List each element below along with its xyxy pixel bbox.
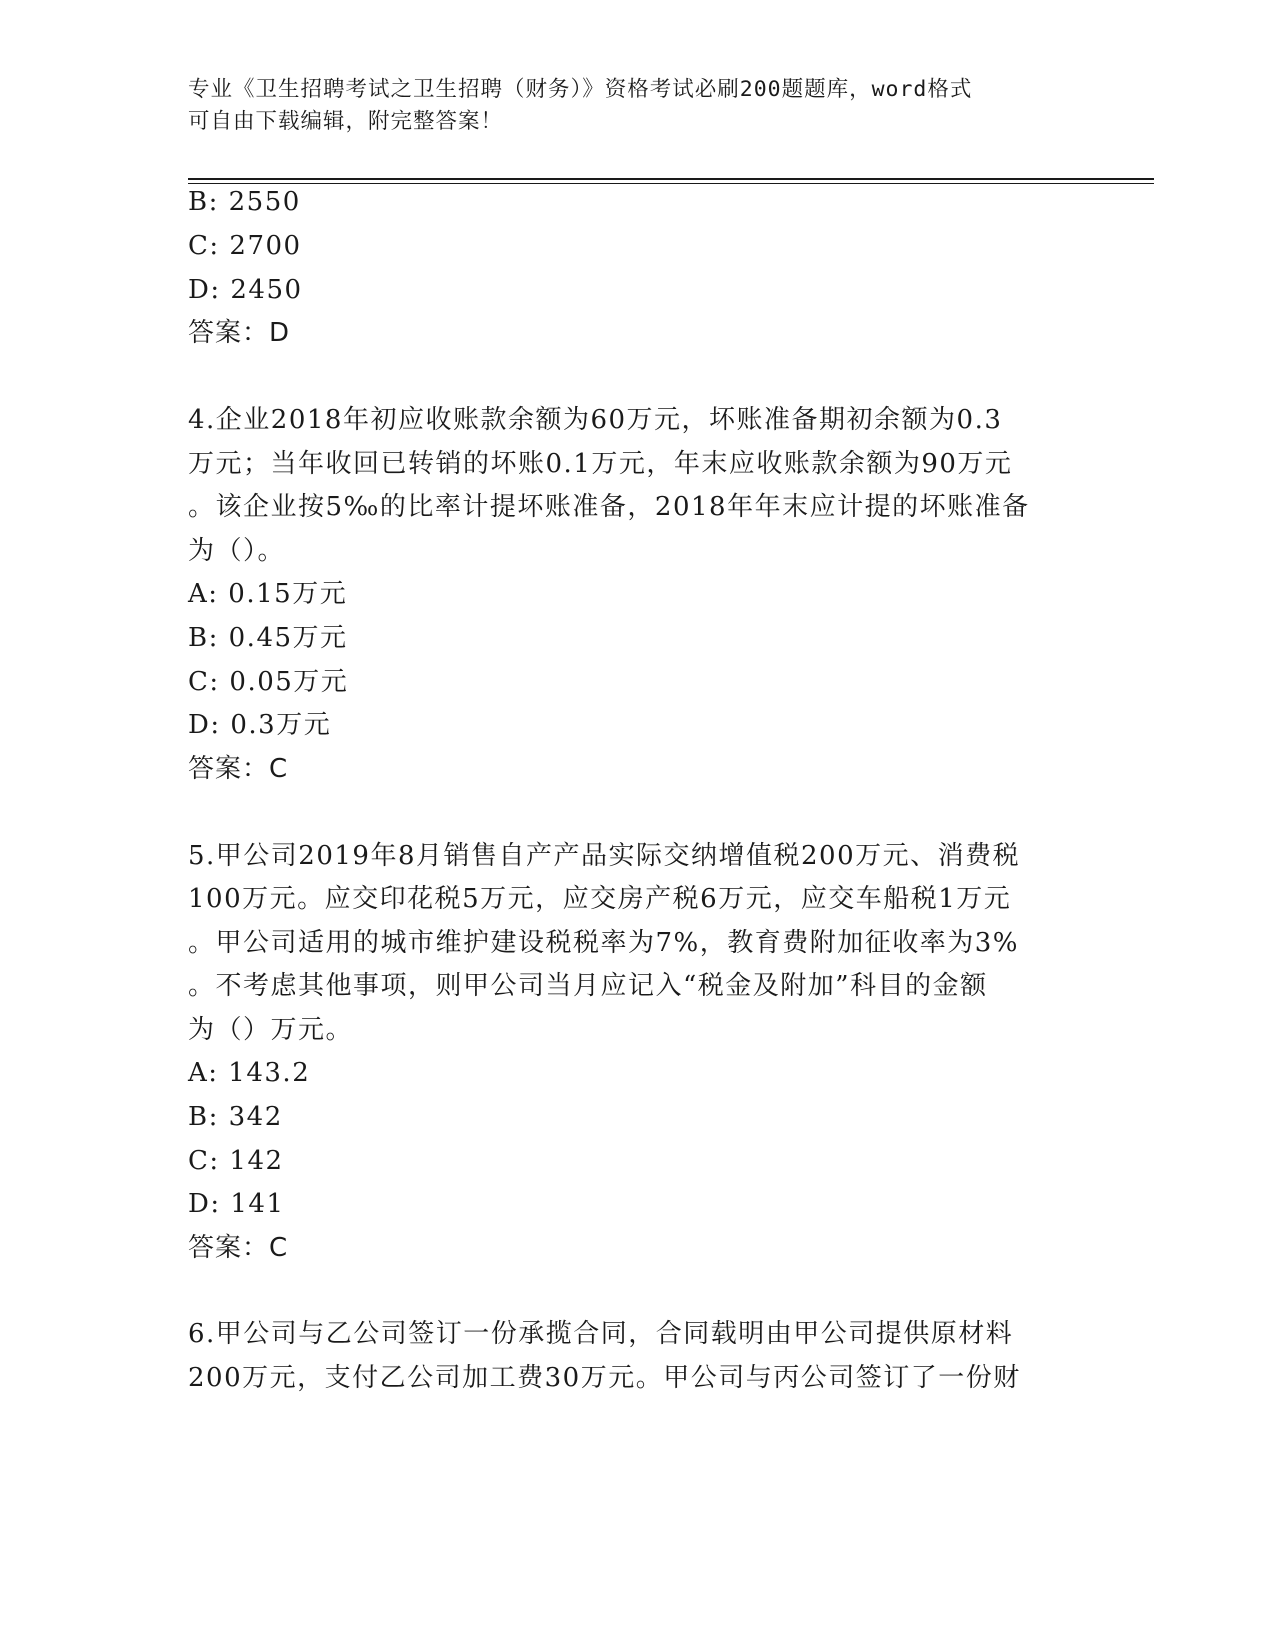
q3-answer: 答案：D <box>188 318 291 348</box>
q4-answer: 答案：C <box>188 754 289 784</box>
q3-option-b: B: 2550 <box>188 187 301 217</box>
header-rule-thin <box>188 183 1154 184</box>
q4-text-line-4: 为（）。 <box>188 536 286 566</box>
q5-option-d: D: 141 <box>188 1189 285 1219</box>
q3-option-c: C: 2700 <box>188 231 302 261</box>
q5-answer: 答案：C <box>188 1233 289 1263</box>
q4-text-line-3: 。该企业按5‰的比率计提坏账准备，2018年年末应计提的坏账准备 <box>188 492 1030 522</box>
q5-text-line-2: 100万元。应交印花税5万元，应交房产税6万元，应交车船税1万元 <box>188 884 1012 914</box>
header-line-1: 专业《卫生招聘考试之卫生招聘（财务）》资格考试必刷200题题库，word格式 <box>188 77 973 102</box>
q5-text-line-4: 。不考虑其他事项，则甲公司当月应记入“税金及附加”科目的金额 <box>188 971 988 1001</box>
q4-option-d: D: 0.3万元 <box>188 710 332 740</box>
q4-option-c: C: 0.05万元 <box>188 667 349 697</box>
q6-text-line-1: 6.甲公司与乙公司签订一份承揽合同，合同载明由甲公司提供原材料 <box>188 1319 1014 1349</box>
q5-text-line-3: 。甲公司适用的城市维护建设税税率为7%，教育费附加征收率为3% <box>188 928 1019 958</box>
q4-option-a: A: 0.15万元 <box>188 579 348 609</box>
q4-text-line-2: 万元；当年收回已转销的坏账0.1万元，年末应收账款余额为90万元 <box>188 449 1013 479</box>
q5-text-line-5: 为（）万元。 <box>188 1015 354 1045</box>
q5-text-line-1: 5.甲公司2019年8月销售自产产品实际交纳增值税200万元、消费税 <box>188 841 1021 871</box>
q5-option-c: C: 142 <box>188 1146 284 1176</box>
document-header <box>188 74 1088 138</box>
q5-option-a: A: 143.2 <box>188 1058 311 1088</box>
q6-text-line-2: 200万元，支付乙公司加工费30万元。甲公司与丙公司签订了一份财 <box>188 1363 1021 1393</box>
header-rule-thick <box>188 178 1154 180</box>
header-line-2: 可自由下载编辑，附完整答案！ <box>188 109 504 134</box>
q4-text-line-1: 4.企业2018年初应收账款余额为60万元，坏账准备期初余额为0.3 <box>188 405 1003 435</box>
q5-option-b: B: 342 <box>188 1102 283 1132</box>
q3-option-d: D: 2450 <box>188 275 303 305</box>
q4-option-b: B: 0.45万元 <box>188 623 348 653</box>
